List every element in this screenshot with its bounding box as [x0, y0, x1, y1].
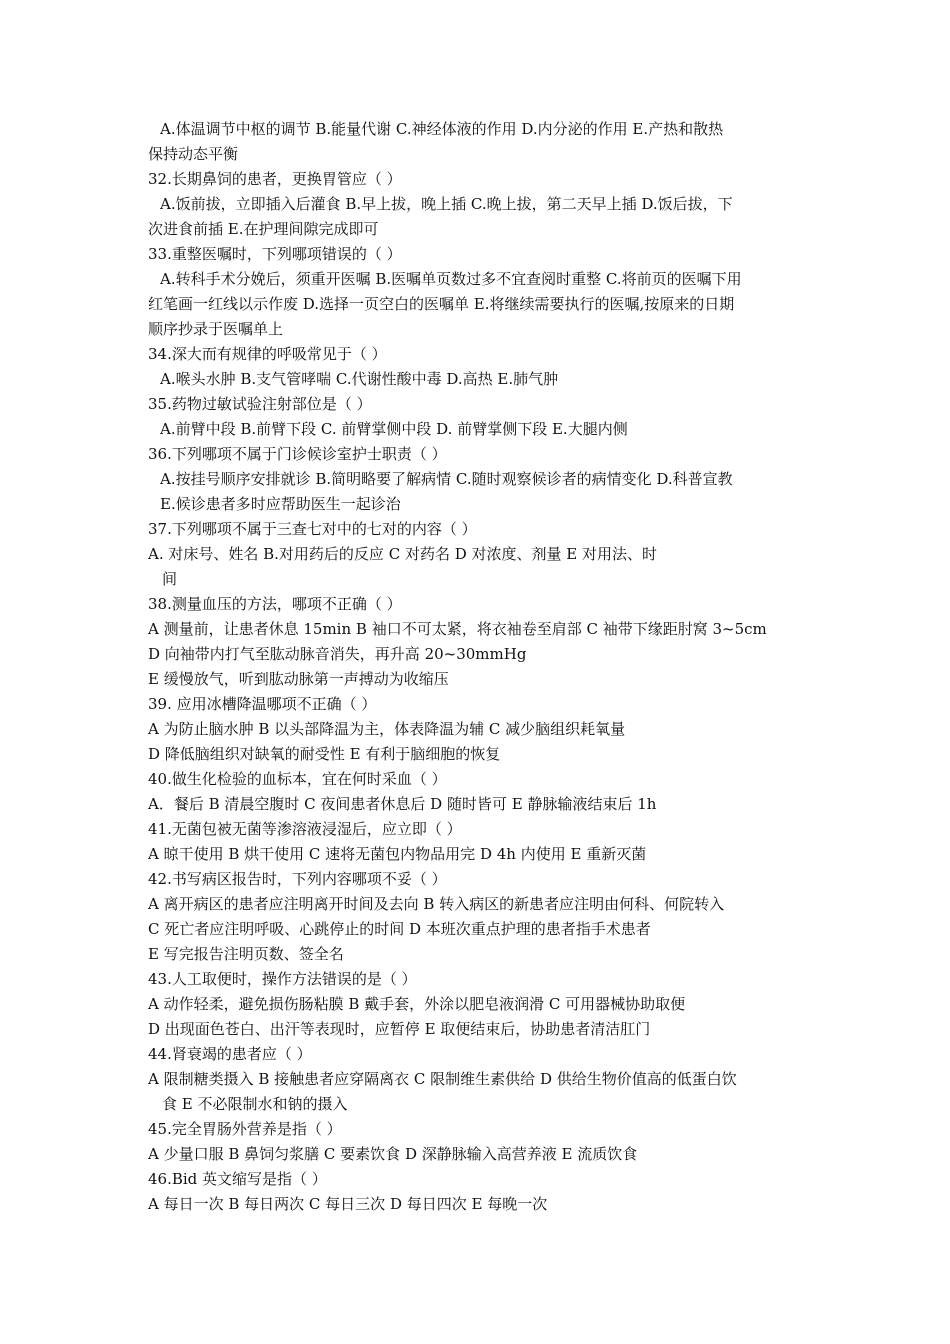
- question-35-title: 35.药物过敏试验注射部位是（ ）: [148, 395, 372, 413]
- question-34-options: A.喉头水肿 B.支气管哮喘 C.代谢性酸中毒 D.高热 E.肺气肿: [160, 370, 559, 388]
- question-42-options: A 离开病区的患者应注明离开时间及去向 B 转入病区的新患者应注明由何科、何院转入: [148, 895, 725, 913]
- question-36-title: 36.下列哪项不属于门诊候诊室护士职责（ ）: [148, 445, 447, 463]
- question-36-options: A.按挂号顺序安排就诊 B.简明略要了解病情 C.随时观察候诊者的病情变化 D.科普宣教: [160, 470, 733, 488]
- question-42-options-cont: E 写完报告注明页数、签全名: [148, 945, 344, 963]
- question-44-options-cont: 食 E 不必限制水和钠的摄入: [162, 1095, 348, 1113]
- question-39-title: 39. 应用冰槽降温哪项不正确（ ）: [148, 695, 377, 713]
- question-39-options: A 为防止脑水肿 B 以头部降温为主，体表降温为辅 C 减少脑组织耗氧量: [148, 720, 626, 738]
- question-33-options-cont: 顺序抄录于医嘱单上: [148, 320, 284, 338]
- question-33-options-cont: 红笔画一红线以示作废 D.选择一页空白的医嘱单 E.将继续需要执行的医嘱,按原来的日期: [148, 295, 735, 313]
- question-43-title: 43.人工取便时，操作方法错误的是（ ）: [148, 970, 417, 988]
- text-line: 保持动态平衡: [148, 145, 239, 163]
- question-33-options: A.转科手术分娩后，须重开医嘱 B.医嘱单页数过多不宜查阅时重整 C.将前页的医嘱下用: [160, 270, 742, 288]
- question-42-options-cont: C 死亡者应注明呼吸、心跳停止的时间 D 本班次重点护理的患者指手术患者: [148, 920, 651, 938]
- question-46-title: 46.Bid 英文缩写是指（ ）: [148, 1170, 327, 1188]
- question-33-title: 33.重整医嘱时，下列哪项错误的（ ）: [148, 245, 402, 263]
- question-38-options-cont: D 向袖带内打气至肱动脉音消失，再升高 20~30mmHg: [148, 645, 527, 663]
- question-32-options: A.饭前拔，立即插入后灌食 B.早上拔，晚上插 C.晚上拔，第二天早上插 D.饭后拔，下: [160, 195, 733, 213]
- text-line: A.体温调节中枢的调节 B.能量代谢 C.神经体液的作用 D.内分泌的作用 E.产热和散热: [160, 120, 724, 138]
- question-44-options: A 限制糖类摄入 B 接触患者应穿隔离衣 C 限制维生素供给 D 供给生物价值高的低蛋白饮: [148, 1070, 737, 1088]
- question-38-title: 38.测量血压的方法，哪项不正确（ ）: [148, 595, 402, 613]
- question-45-options: A 少量口服 B 鼻饲匀浆膳 C 要素饮食 D 深静脉输入高营养液 E 流质饮食: [148, 1145, 638, 1163]
- question-38-options: A 测量前，让患者休息 15min B 袖口不可太紧，将衣袖卷至肩部 C 袖带下缘距肘窝 3~5cm: [148, 620, 767, 638]
- question-34-title: 34.深大而有规律的呼吸常见于（ ）: [148, 345, 387, 363]
- question-39-options-cont: D 降低脑组织对缺氧的耐受性 E 有利于脑细胞的恢复: [148, 745, 501, 763]
- question-40-title: 40.做生化检验的血标本，宜在何时采血（ ）: [148, 770, 447, 788]
- question-41-options: A 晾干使用 B 烘干使用 C 速将无菌包内物品用完 D 4h 内使用 E 重新灭菌: [148, 845, 647, 863]
- question-32-options-cont: 次进食前插 E.在护理间隙完成即可: [148, 220, 379, 238]
- question-41-title: 41.无菌包被无菌等渗溶液浸湿后，应立即（ ）: [148, 820, 462, 838]
- question-43-options: A 动作轻柔，避免损伤肠粘膜 B 戴手套，外涂以肥皂液润滑 C 可用器械协助取便: [148, 995, 686, 1013]
- question-43-options-cont: D 出现面色苍白、出汗等表现时，应暂停 E 取便结束后，协助患者清洁肛门: [148, 1020, 651, 1038]
- question-38-options-cont: E 缓慢放气，听到肱动脉第一声搏动为收缩压: [148, 670, 449, 688]
- question-37-options-cont: 间: [162, 570, 178, 588]
- question-46-options: A 每日一次 B 每日两次 C 每日三次 D 每日四次 E 每晚一次: [148, 1195, 548, 1213]
- question-40-options: A．餐后 B 清晨空腹时 C 夜间患者休息后 D 随时皆可 E 静脉输液结束后 1h: [148, 795, 657, 813]
- question-42-title: 42.书写病区报告时，下列内容哪项不妥（ ）: [148, 870, 447, 888]
- question-36-options-cont: E.候诊患者多时应帮助医生一起诊治: [160, 495, 401, 513]
- question-37-options: A. 对床号、姓名 B.对用药后的反应 C 对药名 D 对浓度、剂量 E 对用法、时: [148, 545, 657, 563]
- question-44-title: 44.肾衰竭的患者应（ ）: [148, 1045, 312, 1063]
- question-37-title: 37.下列哪项不属于三查七对中的七对的内容（ ）: [148, 520, 477, 538]
- question-45-title: 45.完全胃肠外营养是指（ ）: [148, 1120, 342, 1138]
- question-35-options: A.前臂中段 B.前臂下段 C. 前臂掌侧中段 D. 前臂掌侧下段 E.大腿内侧: [160, 420, 628, 438]
- question-32-title: 32.长期鼻饲的患者，更换胃管应（ ）: [148, 170, 402, 188]
